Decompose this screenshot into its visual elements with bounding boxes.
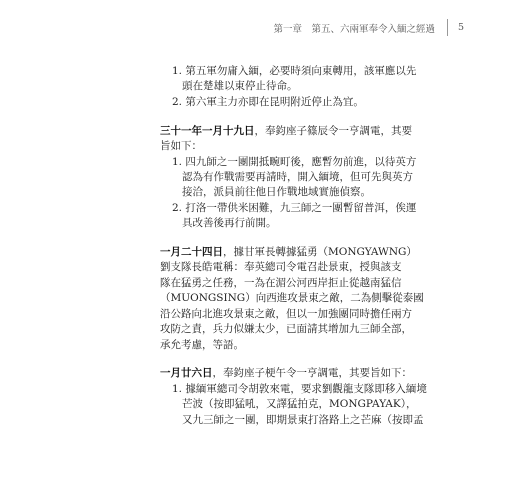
list-item-continuation: 頭在楚雄以東停止待命。 — [182, 80, 298, 93]
list-item-continuation: 認為有作戰需要再請時，開入緬境，但可先與英方 — [182, 170, 413, 183]
paragraph-line: 旨如下： — [160, 140, 202, 153]
paragraph-line: 隊在猛勇之任務，一為在湄公河西岸拒止從越南猛信 — [160, 276, 402, 289]
list-item-continuation: 又九三師之一團，即期景東打洛路上之芒麻（按即孟 — [182, 413, 424, 426]
section-2 — [160, 124, 417, 232]
list-item: 1. 第五軍勿庸入緬，必要時須向東轉用，該軍應以先 — [172, 65, 417, 77]
paragraph-line: 沿公路向北進攻景東之敵，但以一加強團同時擔任兩方 — [160, 307, 412, 320]
header-divider — [447, 19, 448, 36]
section-4 — [160, 366, 427, 428]
paragraph-text: ，據甘軍長轉據猛勇（MONGYAWNG） — [223, 246, 417, 259]
list-item-continuation: 芒波（按即猛吼，又譯猛拍克，MONGPAYAK）， — [182, 398, 417, 411]
list-item-continuation: 具改善後再行前開。 — [182, 217, 277, 230]
paragraph-line — [160, 124, 412, 139]
paragraph-line: 攻防之責，兵力似嫌太少，已面請其增加九三師全部， — [160, 323, 412, 336]
date-heading: 一月二十四日 — [160, 246, 223, 259]
section-3 — [160, 245, 424, 353]
list-item: 2. 打洛一帶供米困難，九三師之一團暫留普洱，俟運 — [172, 201, 417, 214]
chapter-title: 第一章 第五、六兩軍奉令入緬之經過 — [273, 23, 435, 35]
date-heading: 三十一年一月十九日 — [160, 124, 255, 137]
section-1 — [160, 64, 417, 110]
page-number: 5 — [457, 22, 464, 33]
paragraph-line — [160, 366, 412, 381]
paragraph-line: 承允考慮，等語。 — [160, 338, 244, 351]
list-item: 1. 四九師之一團開抵畹町後，應暫勿前進，以待英方 — [172, 155, 417, 168]
body-text — [160, 64, 427, 428]
list-item: 1. 據緬軍總司令胡敦來電，要求劉觀龍支隊即移入緬境 — [172, 382, 427, 395]
list-item-continuation: 接洽，派員前往他日作戰地域實施偵察。 — [182, 186, 371, 199]
paragraph-line — [160, 245, 417, 260]
paragraph-line: （MUONGSING）向西進攻景東之敵，二為側擊從泰國 — [160, 292, 424, 305]
date-heading: 一月廿六日 — [160, 367, 213, 380]
paragraph-line: 劉支隊長皓電稱：奉英總司令電召赴景東，授與該支 — [160, 261, 402, 274]
running-header — [273, 19, 464, 36]
paragraph-text: ，奉鈞座子篠辰令一亨調電，其要 — [254, 124, 412, 137]
list-item: 2. 第六軍主力亦即在昆明附近停止為宜。 — [172, 95, 364, 108]
paragraph-text: ，奉鈞座子梗午令一亨調電，其要旨如下： — [212, 367, 412, 380]
